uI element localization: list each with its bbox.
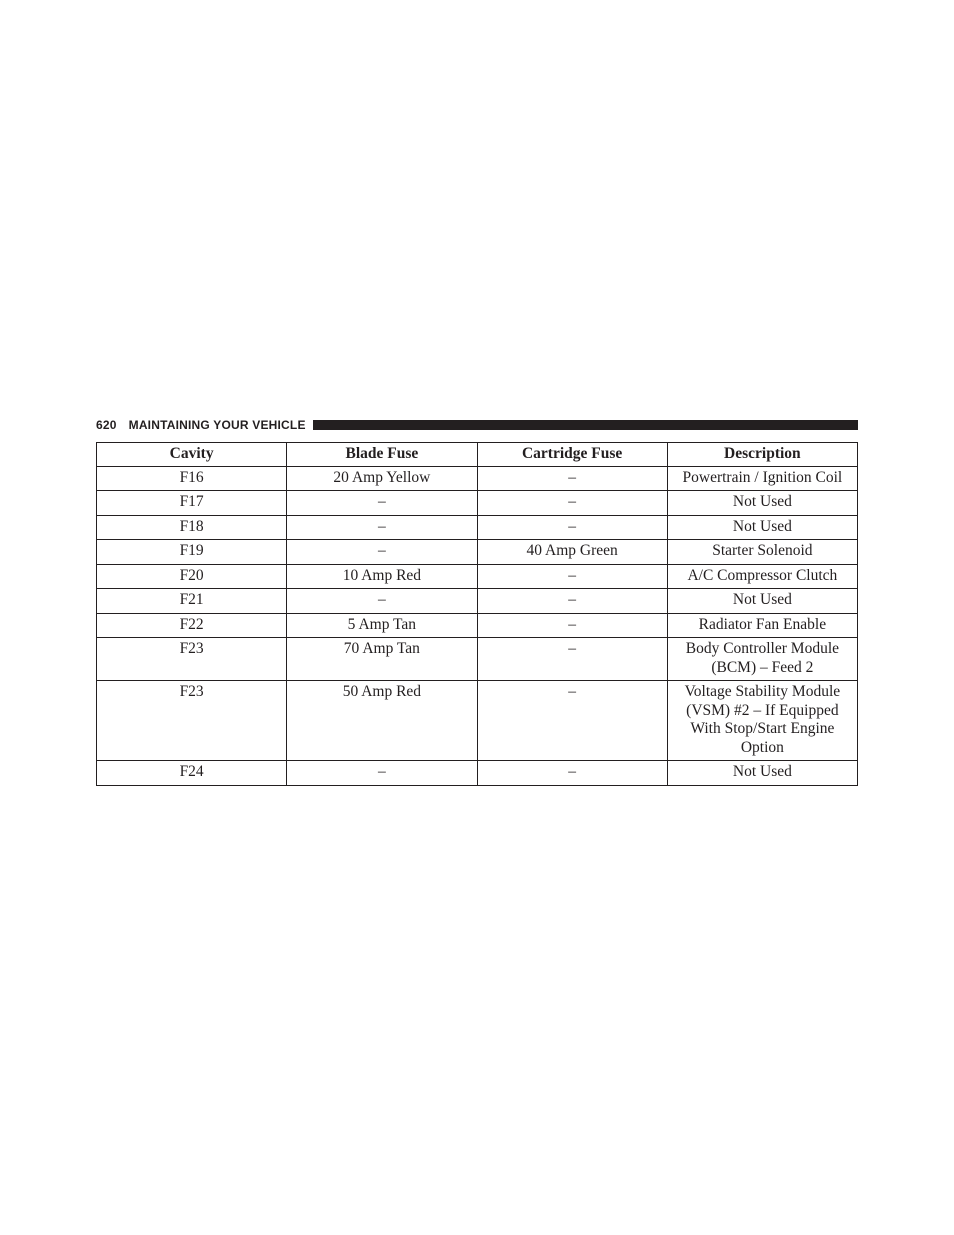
blade-fuse-cell: –	[287, 761, 477, 786]
blade-fuse-cell: 20 Amp Yellow	[287, 466, 477, 491]
table-row	[97, 613, 858, 638]
column-header-cavity: Cavity	[97, 443, 287, 467]
blade-fuse-cell: 50 Amp Red	[287, 681, 477, 761]
table-row	[97, 466, 858, 491]
cavity-cell: F16	[97, 466, 287, 491]
header-rule	[313, 420, 858, 430]
fuse-table	[96, 442, 858, 786]
table-row	[97, 589, 858, 614]
table-row	[97, 491, 858, 516]
description-cell: Not Used	[667, 761, 857, 786]
table-row	[97, 540, 858, 565]
cartridge-fuse-cell: 40 Amp Green	[477, 540, 667, 565]
cartridge-fuse-cell: –	[477, 613, 667, 638]
description-cell: Radiator Fan Enable	[667, 613, 857, 638]
blade-fuse-cell: 10 Amp Red	[287, 564, 477, 589]
cavity-cell: F20	[97, 564, 287, 589]
cartridge-fuse-cell: –	[477, 515, 667, 540]
blade-fuse-cell: 5 Amp Tan	[287, 613, 477, 638]
cavity-cell: F23	[97, 681, 287, 761]
cavity-cell: F21	[97, 589, 287, 614]
table-row	[97, 761, 858, 786]
cartridge-fuse-cell: –	[477, 564, 667, 589]
blade-fuse-cell: –	[287, 589, 477, 614]
description-cell: Not Used	[667, 515, 857, 540]
blade-fuse-cell: 70 Amp Tan	[287, 638, 477, 681]
description-cell: Starter Solenoid	[667, 540, 857, 565]
cavity-cell: F24	[97, 761, 287, 786]
description-cell: Voltage Stability Module (VSM) #2 – If Equipped With Stop/Start Engine Option	[667, 681, 857, 761]
cartridge-fuse-cell: –	[477, 761, 667, 786]
description-cell: Body Controller Module (BCM) – Feed 2	[667, 638, 857, 681]
section-title: MAINTAINING YOUR VEHICLE	[128, 418, 306, 432]
description-cell: Not Used	[667, 491, 857, 516]
blade-fuse-cell: –	[287, 540, 477, 565]
page-header	[96, 417, 858, 433]
table-row	[97, 515, 858, 540]
blade-fuse-cell: –	[287, 491, 477, 516]
cavity-cell: F18	[97, 515, 287, 540]
description-cell: Powertrain / Ignition Coil	[667, 466, 857, 491]
cavity-cell: F22	[97, 613, 287, 638]
column-header-blade-fuse: Blade Fuse	[287, 443, 477, 467]
cartridge-fuse-cell: –	[477, 491, 667, 516]
table-row	[97, 564, 858, 589]
blade-fuse-cell: –	[287, 515, 477, 540]
description-cell: A/C Compressor Clutch	[667, 564, 857, 589]
cartridge-fuse-cell: –	[477, 681, 667, 761]
column-header-description: Description	[667, 443, 857, 467]
description-cell: Not Used	[667, 589, 857, 614]
column-header-cartridge-fuse: Cartridge Fuse	[477, 443, 667, 467]
table-row	[97, 681, 858, 761]
cavity-cell: F17	[97, 491, 287, 516]
cartridge-fuse-cell: –	[477, 589, 667, 614]
cavity-cell: F23	[97, 638, 287, 681]
cavity-cell: F19	[97, 540, 287, 565]
cartridge-fuse-cell: –	[477, 638, 667, 681]
page-number: 620	[96, 418, 117, 432]
table-row	[97, 638, 858, 681]
cartridge-fuse-cell: –	[477, 466, 667, 491]
table-header-row	[97, 443, 858, 467]
